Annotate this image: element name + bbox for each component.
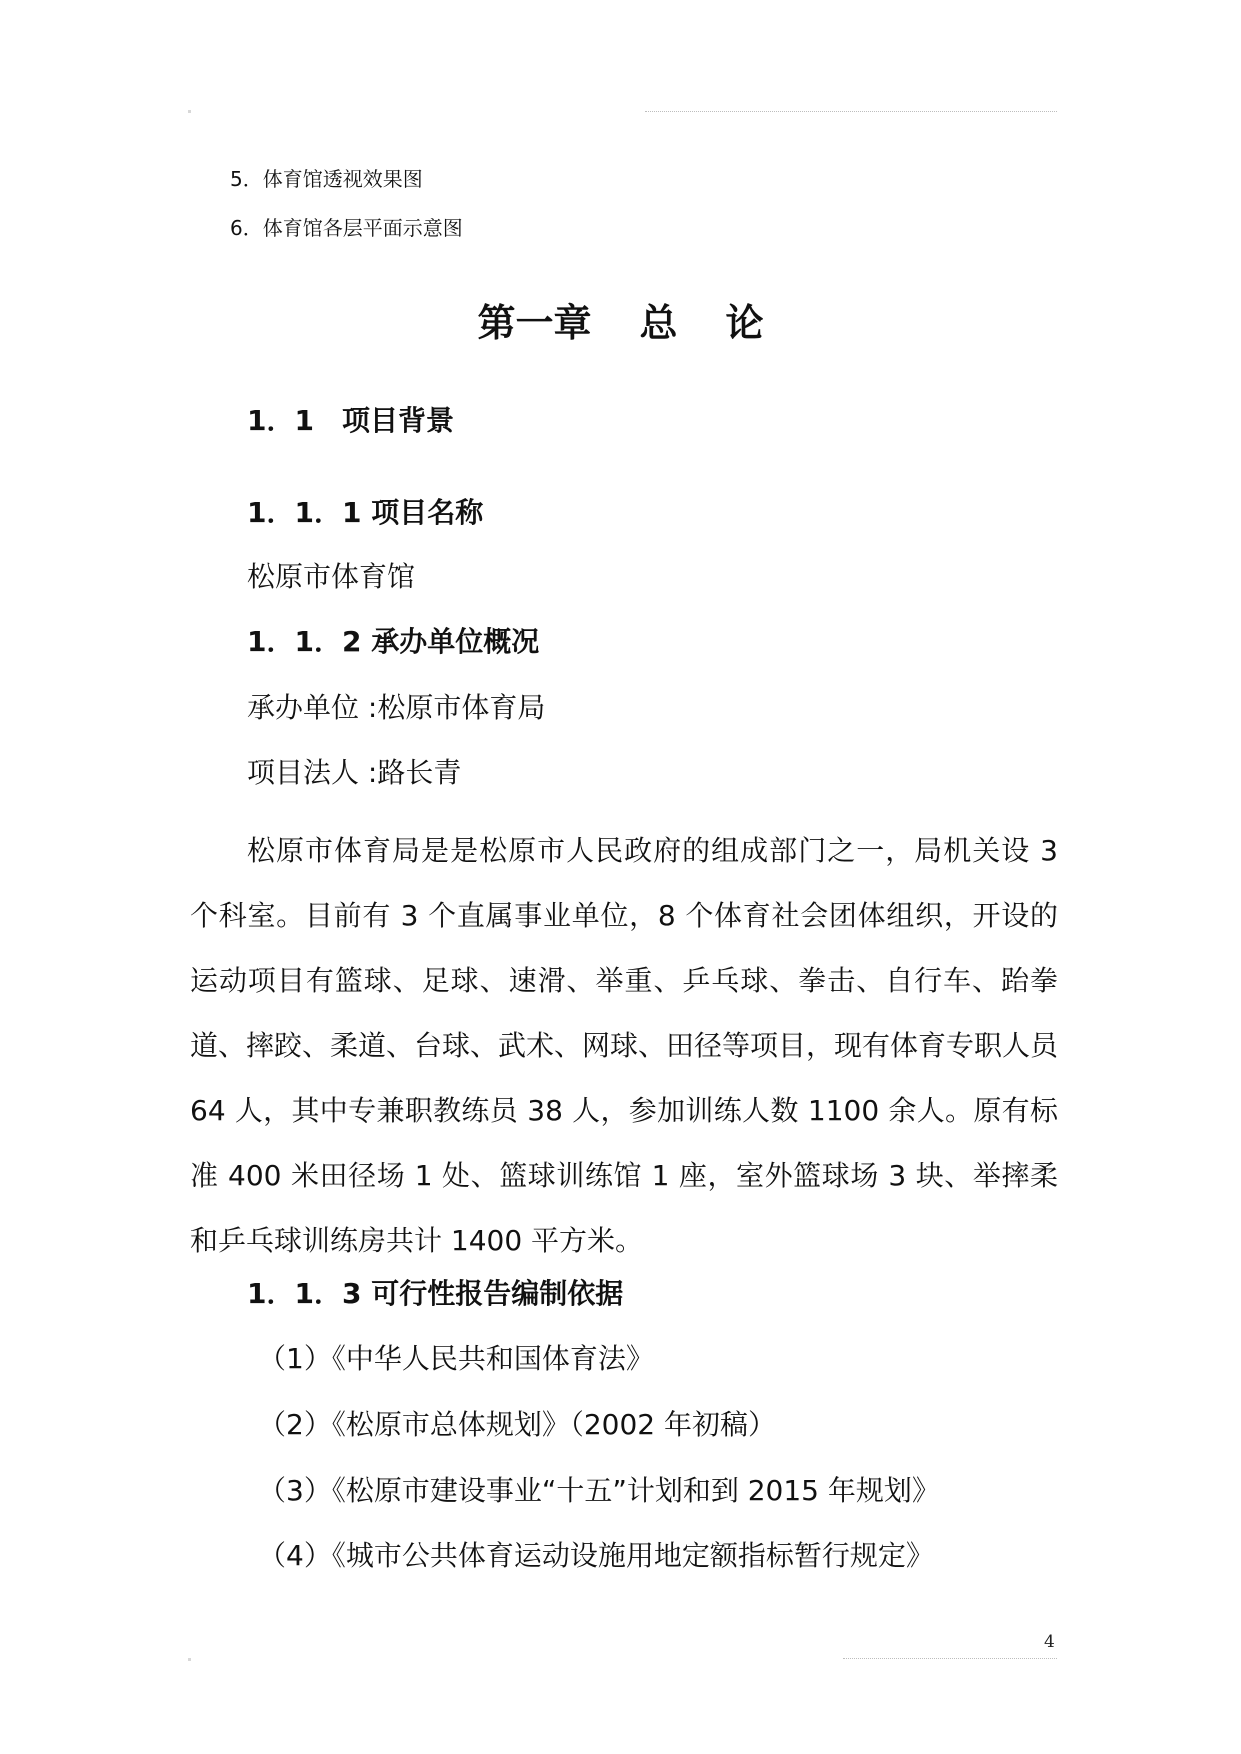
basis-item: （2）《松原市总体规划》（2002 年初稿） bbox=[258, 1408, 776, 1441]
legal-person-line: 项目法人 :路长青 bbox=[247, 756, 462, 789]
basis-item: （3）《松原市建设事业“十五”计划和到 2015 年规划》 bbox=[258, 1474, 940, 1507]
basis-item: （1）《中华人民共和国体育法》 bbox=[258, 1342, 654, 1375]
section-heading-1-1-3: 1．1．3 可行性报告编制依据 bbox=[247, 1277, 624, 1310]
chapter-title-part: 总 bbox=[639, 301, 678, 345]
host-unit-line: 承办单位 :松原市体育局 bbox=[247, 691, 546, 724]
toc-item-5: 5．体育馆透视效果图 bbox=[230, 167, 423, 191]
chapter-title-part: 第一章 bbox=[477, 301, 592, 345]
chapter-title-part: 论 bbox=[725, 301, 764, 345]
footer-rule bbox=[843, 1658, 1057, 1659]
toc-item-6: 6．体育馆各层平面示意图 bbox=[230, 216, 463, 240]
page-number: 4 bbox=[1044, 1632, 1055, 1652]
basis-item: （4）《城市公共体育运动设施用地定额指标暂行规定》 bbox=[258, 1539, 934, 1572]
header-corner-mark bbox=[188, 110, 191, 113]
project-name: 松原市体育馆 bbox=[247, 560, 416, 593]
section-heading-1-1: 1．1 项目背景 bbox=[247, 404, 454, 437]
chapter-title bbox=[0, 292, 1241, 347]
host-unit-description: 松原市体育局是是松原市人民政府的组成部门之一，局机关设 3 个科室。目前有 3 个直属事业单位，8 个体育社会团体组织，开设的运动项目有篮球、足球、速滑、举重、乒乓球、拳击、自行车、跆拳道、摔跤、柔道、台球、武术、网球、田径等项目，现有体育专职人员 64 人，其中专兼职教练员 38 人，参加训练人数 1100 余人。原有标准 400 米田径场 1 处、篮球训练馆 1 座，室外篮球场 3 块、举摔柔和乒乓球训练房共计 1400 平方米。 bbox=[190, 834, 1059, 1257]
section-heading-1-1-1: 1．1．1 项目名称 bbox=[247, 496, 484, 529]
footer-corner-mark bbox=[188, 1658, 191, 1661]
header-rule bbox=[645, 111, 1057, 112]
section-heading-1-1-2: 1．1．2 承办单位概况 bbox=[247, 625, 540, 658]
